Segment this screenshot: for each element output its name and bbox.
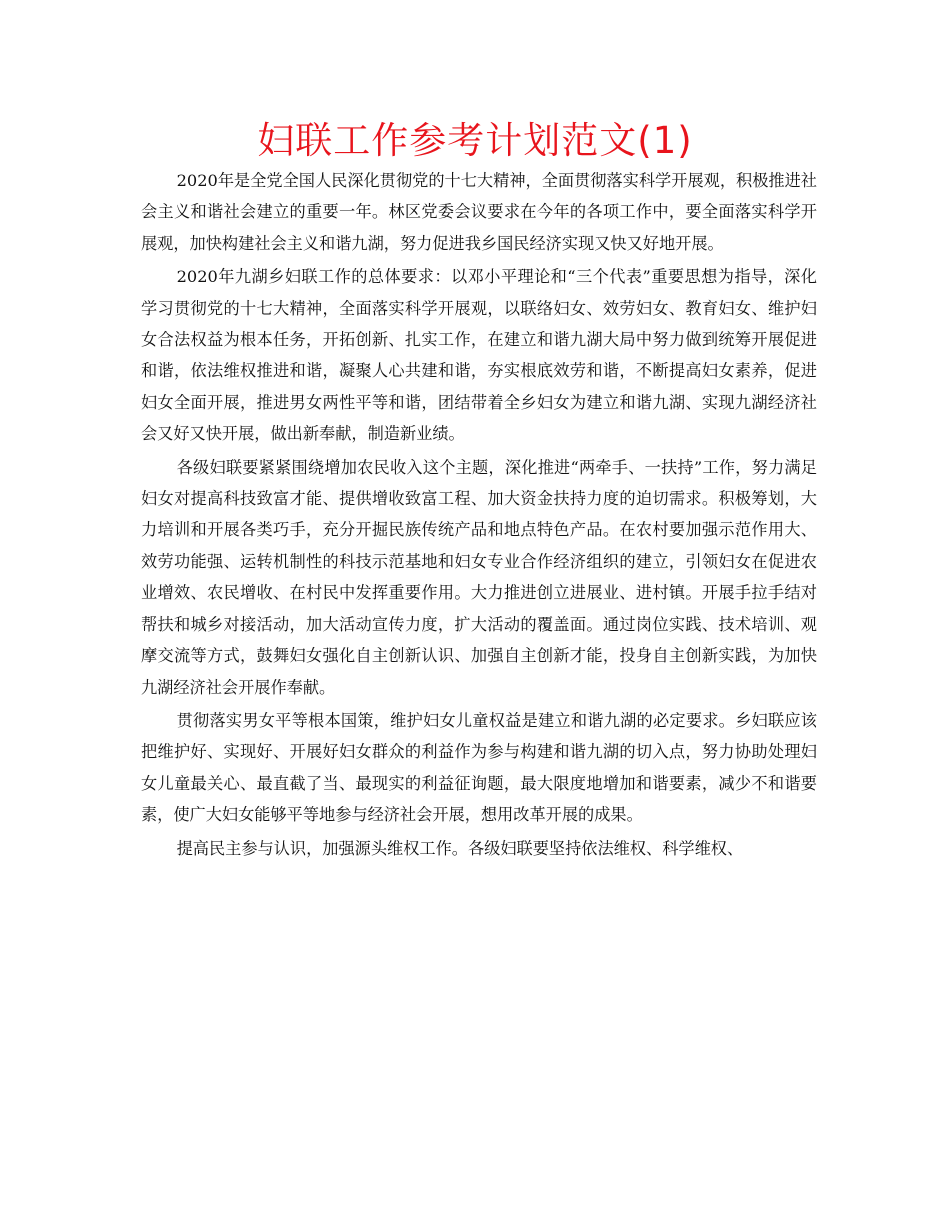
document-body	[141, 165, 817, 866]
paragraph-3: 各级妇联要紧紧围绕增加农民收入这个主题，深化推进“两牵手、一扶持”工作，努力满足妇女对提高科技致富才能、提供增收致富工程、加大资金扶持力度的迫切需求。积极筹划，大力培训和开展各类巧手，充分开掘民族传统产品和地点特色产品。在农村要加强示范作用大、效劳功能强、运转机制性的科技示范基地和妇女专业合作经济组织的建立，引领妇女在促进农业增效、农民增收、在村民中发挥重要作用。大力推进创立进展业、进村镇。开展手拉手结对帮扶和城乡对接活动，加大活动宣传力度，扩大活动的覆盖面。通过岗位实践、技术培训、观摩交流等方式，鼓舞妇女强化自主创新认识、加强自主创新才能，投身自主创新实践，为加快九湖经济社会开展作奉献。	[141, 457, 817, 697]
document-title: 妇联工作参考计划范文(1)	[257, 119, 693, 162]
paragraph-2: 2020年九湖乡妇联工作的总体要求：以邓小平理论和“三个代表”重要思想为指导，深化学习贯彻党的十七大精神，全面落实科学开展观，以联络妇女、效劳妇女、教育妇女、维护妇女合法权益为根本任务，开拓创新、扎实工作，在建立和谐九湖大局中努力做到统筹开展促进和谐，依法维权推进和谐，凝聚人心共建和谐，夯实根底效劳和谐，不断提高妇女素养，促进妇女全面开展，推进男女两性平等和谐，团结带着全乡妇女为建立和谐九湖、实现九湖经济社会又好又快开展，做出新奉献，制造新业绩。	[141, 267, 817, 444]
paragraph-4: 贯彻落实男女平等根本国策，维护妇女儿童权益是建立和谐九湖的必定要求。乡妇联应该把维护好、实现好、开展好妇女群众的利益作为参与构建和谐九湖的切入点，努力协助处理妇女儿童最关心、最直截了当、最现实的利益征询题，最大限度地增加和谐要素，减少不和谐要素，使广大妇女能够平等地参与经济社会开展，想用改革开展的成果。	[141, 710, 817, 825]
paragraph-1: 2020年是全党全国人民深化贯彻党的十七大精神，全面贯彻落实科学开展观，积极推进社会主义和谐社会建立的重要一年。林区党委会议要求在今年的各项工作中，要全面落实科学开展观，加快构建社会主义和谐九湖，努力促进我乡国民经济实现又快又好地开展。	[141, 171, 817, 253]
paragraph-5: 提高民主参与认识，加强源头维权工作。各级妇联要坚持依法维权、科学维权、	[176, 838, 744, 858]
